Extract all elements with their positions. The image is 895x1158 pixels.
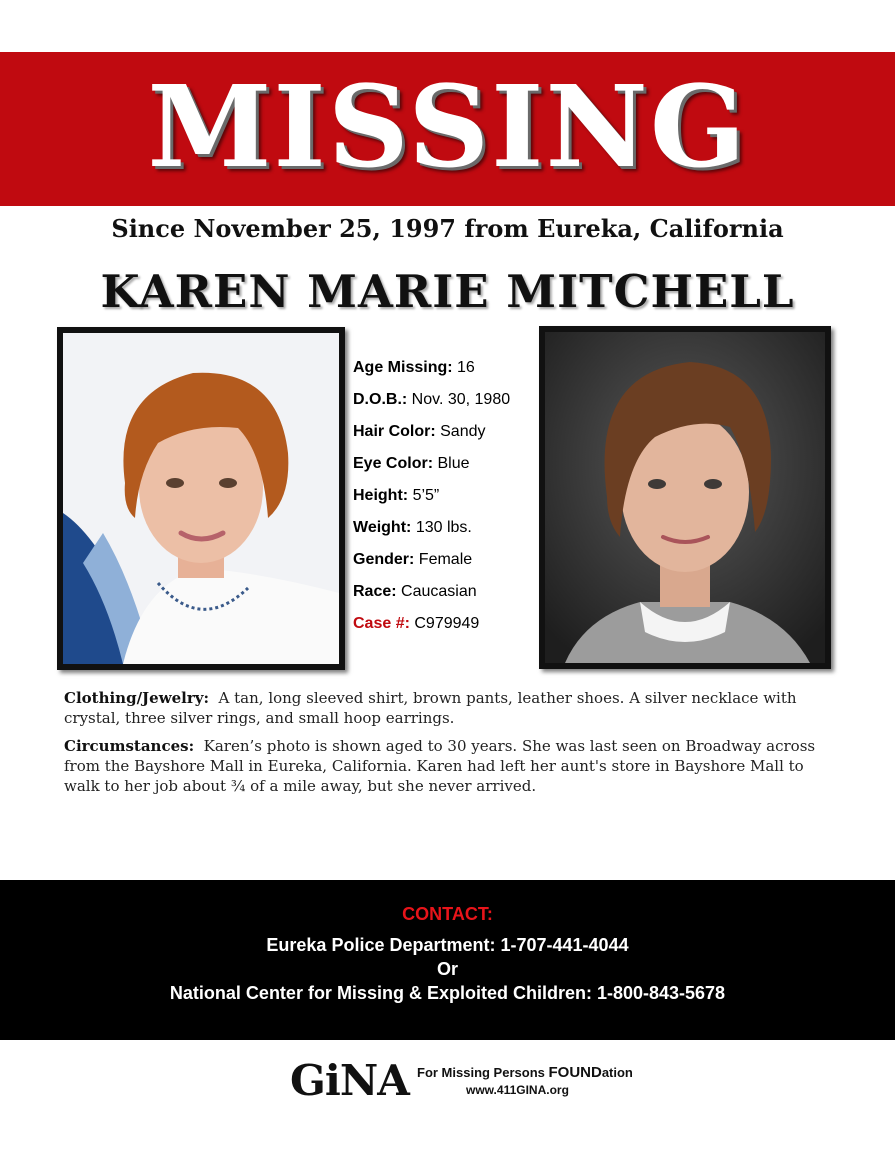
circumstances-text: Karen’s photo is shown aged to 30 years. She was last seen on Broadway across from the Bayshore Mall in Eureka, California. Karen had left her aunt's store in Bayshore Mall to walk to her job about ¾ of a mile away, but she never arrived.: [64, 737, 816, 795]
fact-label: Age Missing:: [353, 359, 453, 376]
childhood-photo: [57, 327, 345, 670]
fact-label: Gender:: [353, 551, 415, 568]
footer-url: www.411GINA.org: [466, 1083, 569, 1097]
contact-or-line: Or: [436, 959, 458, 979]
fact-gender: [353, 544, 538, 576]
fact-label: Hair Color:: [353, 423, 436, 440]
fact-label: Eye Color:: [353, 455, 434, 472]
clothing-text: A tan, long sleeved shirt, brown pants, leather shoes. A silver necklace with crystal, three silver rings, and small hoop earrings.: [64, 689, 797, 727]
childhood-portrait-image: [63, 333, 339, 664]
fact-value: Sandy: [440, 423, 486, 440]
clothing-paragraph: [64, 688, 844, 728]
fact-label: Case #:: [353, 615, 410, 632]
fact-value: 5’5”: [412, 487, 440, 504]
fact-case-number: [353, 608, 538, 640]
fact-value: Nov. 30, 1980: [411, 391, 511, 408]
contact-ncmec-line: National Center for Missing & Exploited Children: 1-800-843-5678: [169, 983, 726, 1003]
missing-banner: [0, 52, 895, 206]
fact-hair-color: [353, 416, 538, 448]
footer-tagline: [417, 1065, 633, 1081]
contact-heading: CONTACT:: [402, 904, 493, 924]
fact-weight: [353, 512, 538, 544]
fact-value: Blue: [437, 455, 470, 472]
banner-title: MISSING: [147, 62, 748, 193]
fact-label: Race:: [353, 583, 397, 600]
gina-logo: GiNA: [290, 1056, 409, 1105]
tagline-post: ation: [601, 1065, 633, 1080]
fact-age-missing: [353, 352, 538, 384]
missing-since-line: Since November 25, 1997 from Eureka, California: [111, 214, 784, 243]
tagline-pre: For Missing Persons: [417, 1065, 549, 1080]
circumstances-label: Circumstances:: [64, 737, 195, 755]
fact-race: [353, 576, 538, 608]
footer-logo-area: [290, 1056, 633, 1108]
fact-label: Height:: [353, 487, 409, 504]
fact-value: C979949: [414, 615, 480, 632]
fact-eye-color: [353, 448, 538, 480]
fact-value: 16: [457, 359, 475, 376]
fact-value: 130 lbs.: [415, 519, 472, 536]
circumstances-paragraph: [64, 736, 844, 796]
fact-dob: [353, 384, 538, 416]
fact-value: Caucasian: [401, 583, 477, 600]
fact-value: Female: [418, 551, 473, 568]
fact-label: D.O.B.:: [353, 391, 408, 408]
person-name: KAREN MARIE MITCHELL: [100, 265, 795, 318]
contact-police-line: Eureka Police Department: 1-707-441-4044: [266, 935, 629, 955]
contact-block: [0, 880, 895, 1040]
clothing-label: Clothing/Jewelry:: [64, 689, 209, 707]
tagline-bold: FOUND: [548, 1064, 602, 1081]
age-progressed-photo: [539, 326, 831, 669]
fact-label: Weight:: [353, 519, 412, 536]
facts-list: [353, 352, 538, 640]
fact-height: [353, 480, 538, 512]
age-progressed-portrait-image: [545, 332, 825, 663]
